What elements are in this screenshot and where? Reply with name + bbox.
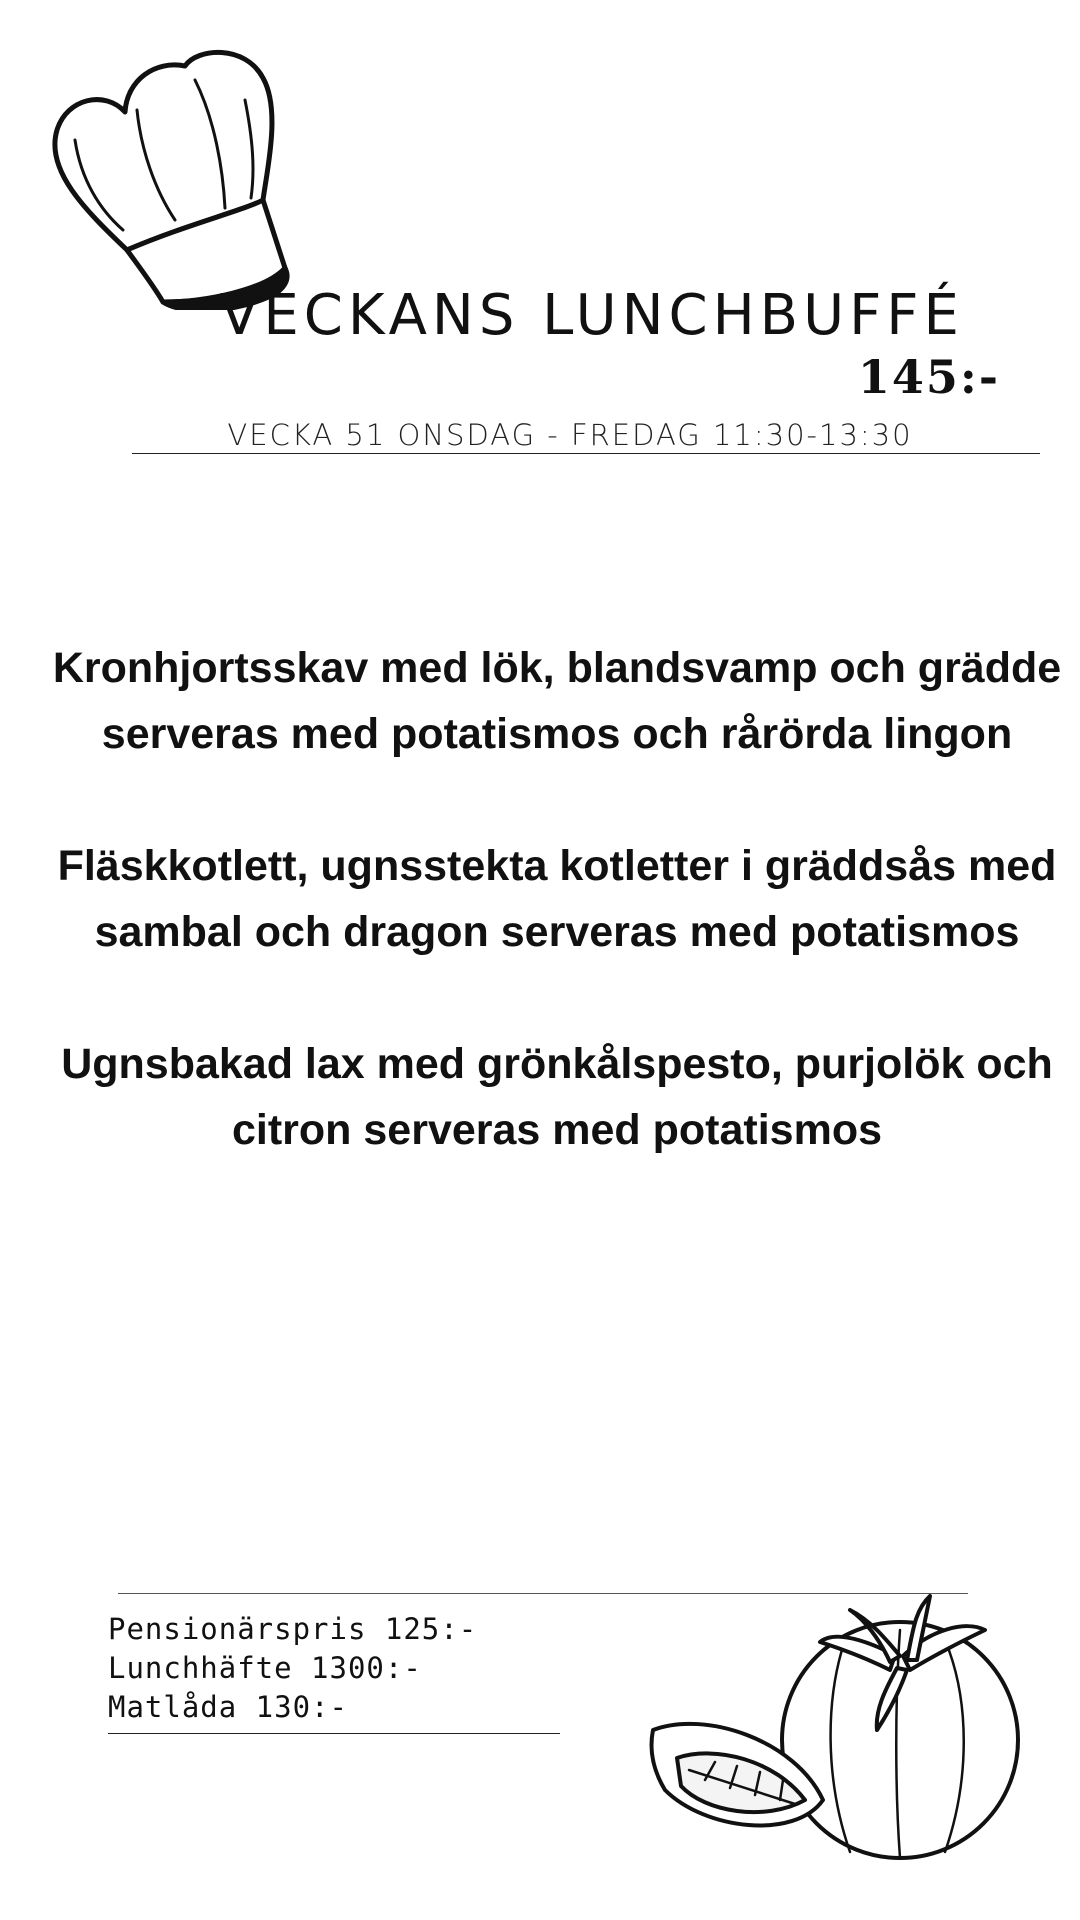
buffet-price: 145:-	[857, 350, 1000, 404]
price-item-lunch-booklet: Lunchhäfte 1300:-	[108, 1651, 422, 1685]
header-divider	[132, 453, 1040, 454]
tomato-icon	[645, 1590, 1045, 1890]
dish-item: Kronhjortsskav med lök, blandsvamp och grädde serveras med potatismos och rårörda lingon	[52, 644, 1062, 758]
price-item-pensioner: Pensionärspris 125:-	[108, 1612, 478, 1646]
price-list-divider	[108, 1733, 560, 1734]
price-list	[108, 1610, 477, 1727]
chef-hat-icon	[45, 40, 295, 310]
dish-item: Fläskkotlett, ugnsstekta kotletter i gräddsås med sambal och dragon serveras med potatismos	[57, 842, 1057, 956]
page-title: VECKANS LUNCHBUFFÉ	[220, 283, 964, 348]
schedule-line: VECKA 51 ONSDAG - FREDAG 11:30-13:30	[227, 418, 913, 452]
price-item-takeaway: Matlåda 130:-	[108, 1690, 348, 1724]
dish-list	[50, 635, 1064, 1229]
dish-item: Ugnsbakad lax med grönkålspesto, purjolök och citron serveras med potatismos	[61, 1040, 1053, 1154]
